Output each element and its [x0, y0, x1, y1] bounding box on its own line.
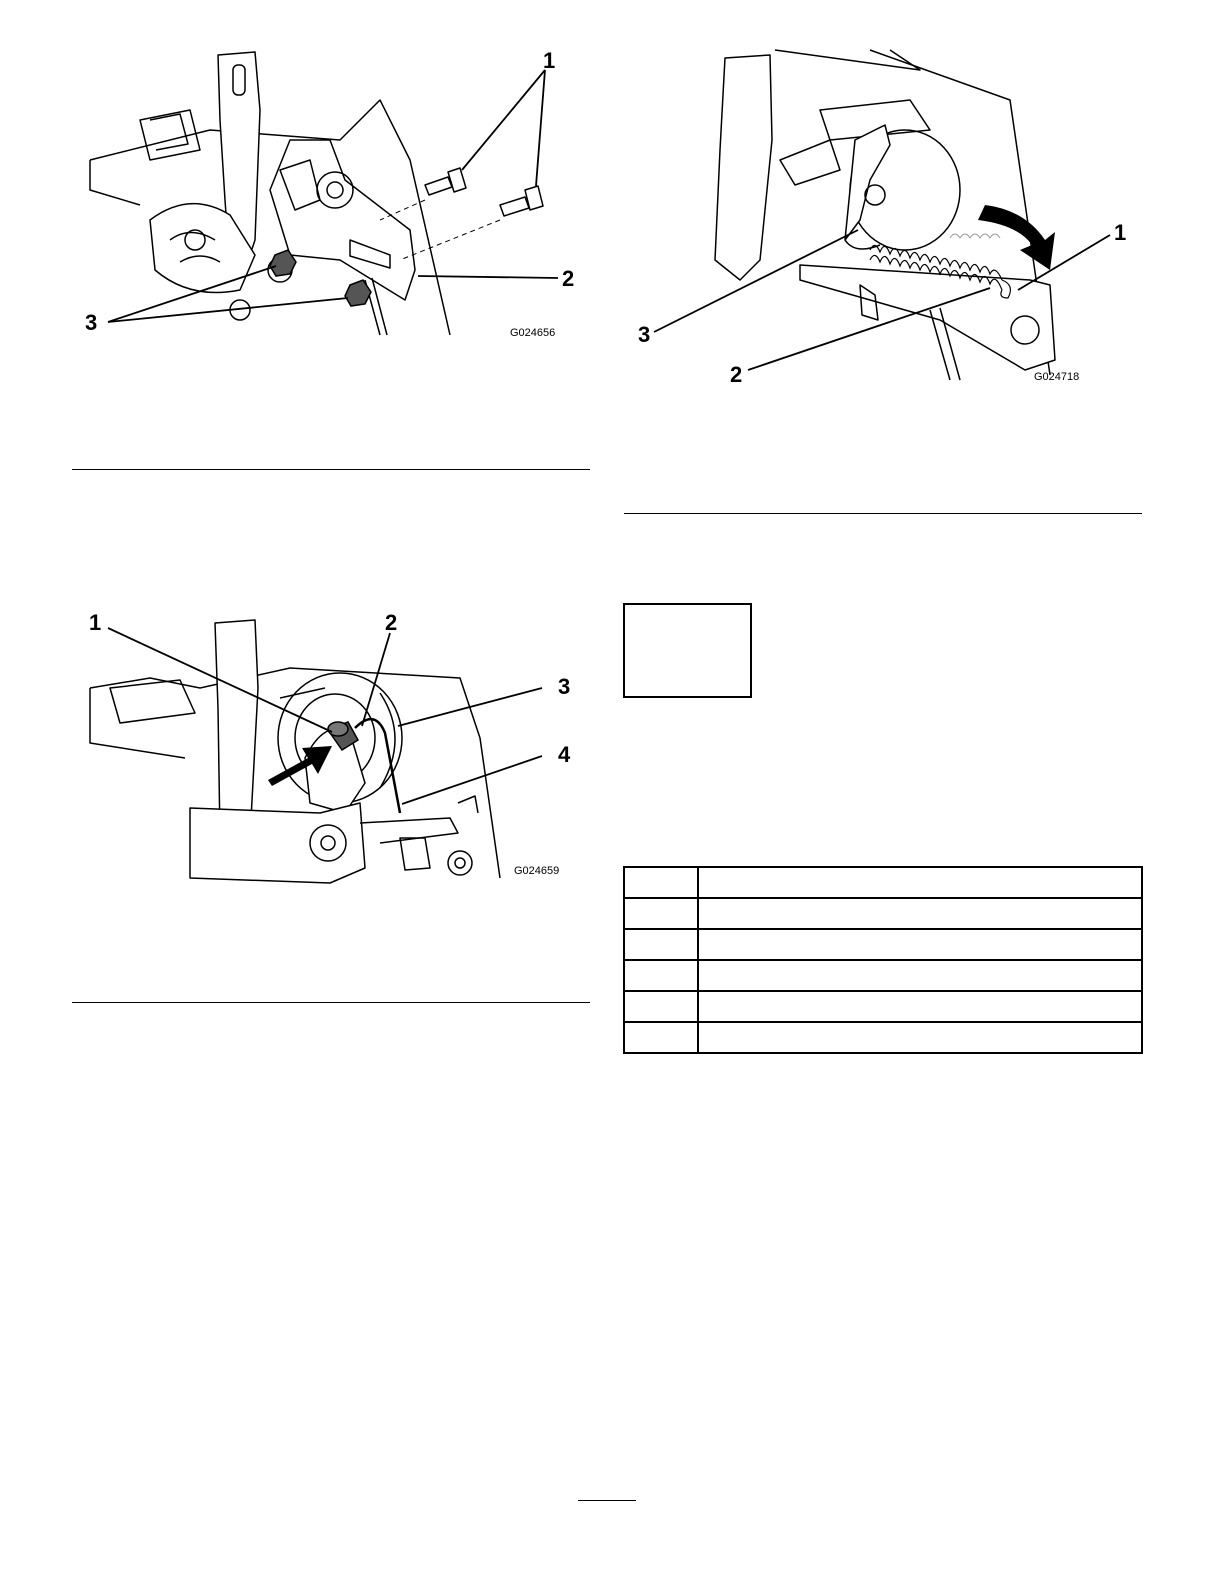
- note-box: [623, 603, 752, 698]
- table-row: [624, 960, 1142, 991]
- figure-pin-press-drawing: [80, 608, 600, 883]
- table-cell: [698, 867, 1142, 898]
- callout-2: 2: [562, 266, 575, 291]
- figure-bolt-removal-drawing: [80, 40, 600, 340]
- table-row: [624, 898, 1142, 929]
- table-cell: [698, 898, 1142, 929]
- figure-code: G024656: [510, 327, 556, 339]
- table-cell: [624, 960, 698, 991]
- figure-spring-hook-drawing: [630, 40, 1150, 385]
- figure-spring-hook: [630, 40, 1150, 385]
- callout-2: 2: [385, 610, 398, 635]
- table-cell: [624, 1022, 698, 1053]
- divider: [624, 513, 1142, 514]
- table-cell: [624, 929, 698, 960]
- table-cell: [624, 898, 698, 929]
- table-cell: [698, 991, 1142, 1022]
- callout-3: 3: [85, 310, 98, 335]
- table-row: [624, 1022, 1142, 1053]
- figure-code: G024718: [1034, 371, 1080, 383]
- callout-3: 3: [638, 322, 651, 347]
- figure-bolt-removal: [80, 40, 600, 340]
- callout-2: 2: [730, 362, 743, 387]
- table-cell: [624, 867, 698, 898]
- callout-4: 4: [558, 742, 571, 767]
- blank-table: [623, 866, 1143, 1054]
- figure-pin-press: [80, 608, 600, 883]
- callout-3: 3: [558, 674, 571, 699]
- callout-1: 1: [1114, 220, 1127, 245]
- figure-code: G024659: [514, 865, 560, 877]
- divider: [72, 1002, 590, 1003]
- callout-1: 1: [89, 610, 102, 635]
- table-cell: [624, 991, 698, 1022]
- page-number-rule: [578, 1500, 636, 1501]
- table-row: [624, 867, 1142, 898]
- table-cell: [698, 929, 1142, 960]
- callout-1: 1: [543, 48, 556, 73]
- divider: [72, 469, 590, 470]
- table-cell: [698, 960, 1142, 991]
- table-row: [624, 929, 1142, 960]
- table-row: [624, 991, 1142, 1022]
- table-cell: [698, 1022, 1142, 1053]
